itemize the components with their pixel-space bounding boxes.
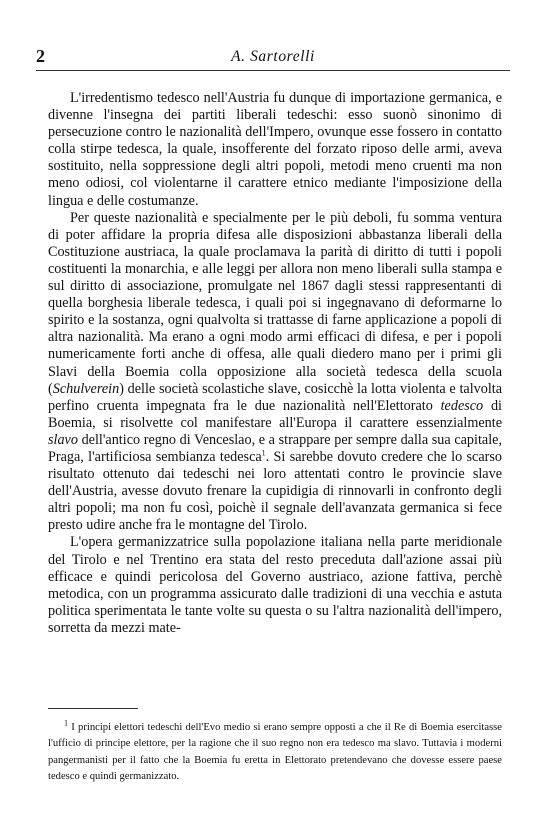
paragraph-3: L'opera germanizzatrice sulla popolazione italiana nella parte meridionale del Tirolo e nel Trentino era stata del resto preceduta dall'azione assai più efficace e quindi pericolosa del Governo austriaco, azione fattiva, perchè metodica, con un programma assicurato dalle tradizioni di una vecchia e astuta politica sperimentata le tante volte su questa o su l'altra nazionalità dell'impero, sorretta da mezzi mate- bbox=[48, 534, 502, 636]
footnote-marker: 1 bbox=[64, 718, 68, 728]
term-slavo: slavo bbox=[48, 431, 78, 448]
paragraph-2-part-a: Per queste nazionalità e specialmente per le più deboli, fu somma ventura di poter affidare la propria difesa alle disposizioni abbastanza liberali della Costituzione austriaca, la quale proclamava la parità di diritto di tutti i popoli costituenti la monarchia, e alle leggi per allora non meno liberali sulla stampa e sul diritto di associazione, promulgate nel 1867 dagli stessi rappresentanti di quella borghesia liberale tedesca, i quali poi si ingegnavano di deformarne lo spirito e la sostanza, ogni qualvolta si trattasse di farne applicazione a popoli di altra nazionalità. Ma erano a ogni modo armi efficaci di difesa, e per i popoli numericamente forti anche di offesa, alle quali diedero mano per i primi gli Slavi della Boemia colla opposizione alla società tedesca della scuola ( bbox=[48, 209, 502, 397]
page-number: 2 bbox=[36, 46, 45, 66]
paragraph-2-part-e: . Si sarebbe dovuto credere che lo scarso risultato ottenuto dai tedeschi nei loro attentati contro le provincie slave dell'Austria, avesse dovuto frenare la cupidigia di rinnovarli in confronto degli altri popoli; ma non fu così, poichè il segnale dell'avanzata germanica si fece presto udire anche fra le montagne del Tirolo. bbox=[48, 448, 502, 534]
term-schulverein: Schulverein bbox=[52, 380, 120, 397]
paragraph-2-part-c: di Boemia, si risolvette col manifestare all'Europa il carattere essenzialmente bbox=[48, 397, 502, 431]
footnote-reference: 1 bbox=[261, 448, 266, 458]
term-tedesco: tedesco bbox=[440, 397, 484, 414]
paragraph-2-part-b: ) delle società scolastiche slave, cosicchè la lotta violenta e talvolta perfino cruenta impegnata fra le due nazionalità nell'Elettorato bbox=[48, 380, 502, 414]
page-header bbox=[36, 46, 510, 68]
paragraph-2 bbox=[48, 210, 502, 535]
paragraph-2-part-d: dell'antico regno di Venceslao, e a strappare per sempre dalla sua capitale, Praga, l'artificiosa sembianza tedesca bbox=[48, 431, 502, 465]
footnote bbox=[48, 720, 502, 786]
footnote-text: I principi elettori tedeschi dell'Evo medio si erano sempre opposti a che il Re di Boemia esercitasse l'ufficio di principe elettore, per la ragione che il suo regno non era tedesco ma slavo. Tuttavia i moderni pangermanisti per il fatto che la Boemia fu eretta in Elettorato pretendevano che dovesse essere paese tedesco e quindi germanizzato. bbox=[48, 722, 502, 783]
running-title: A. Sartorelli bbox=[231, 48, 315, 65]
paragraph-1: L'irredentismo tedesco nell'Austria fu dunque di importazione germanica, e divenne l'insegna dei partiti liberali tedeschi: esso suonò sinonimo di persecuzione contro le nazionalità dell'Impero, ovunque esse fossero in contatto colla stirpe tedesca, la quale, insofferente del forzato riposo delle armi, aveva sostituito, nella soppressione degli altri popoli, metodi meno cruenti ma non meno odiosi, col violentarne il carattere etnico mediante l'imposizione della lingua e delle costumanze. bbox=[48, 90, 502, 209]
header-rule bbox=[36, 70, 510, 71]
body-text bbox=[48, 90, 502, 637]
footnote-rule bbox=[48, 708, 138, 709]
